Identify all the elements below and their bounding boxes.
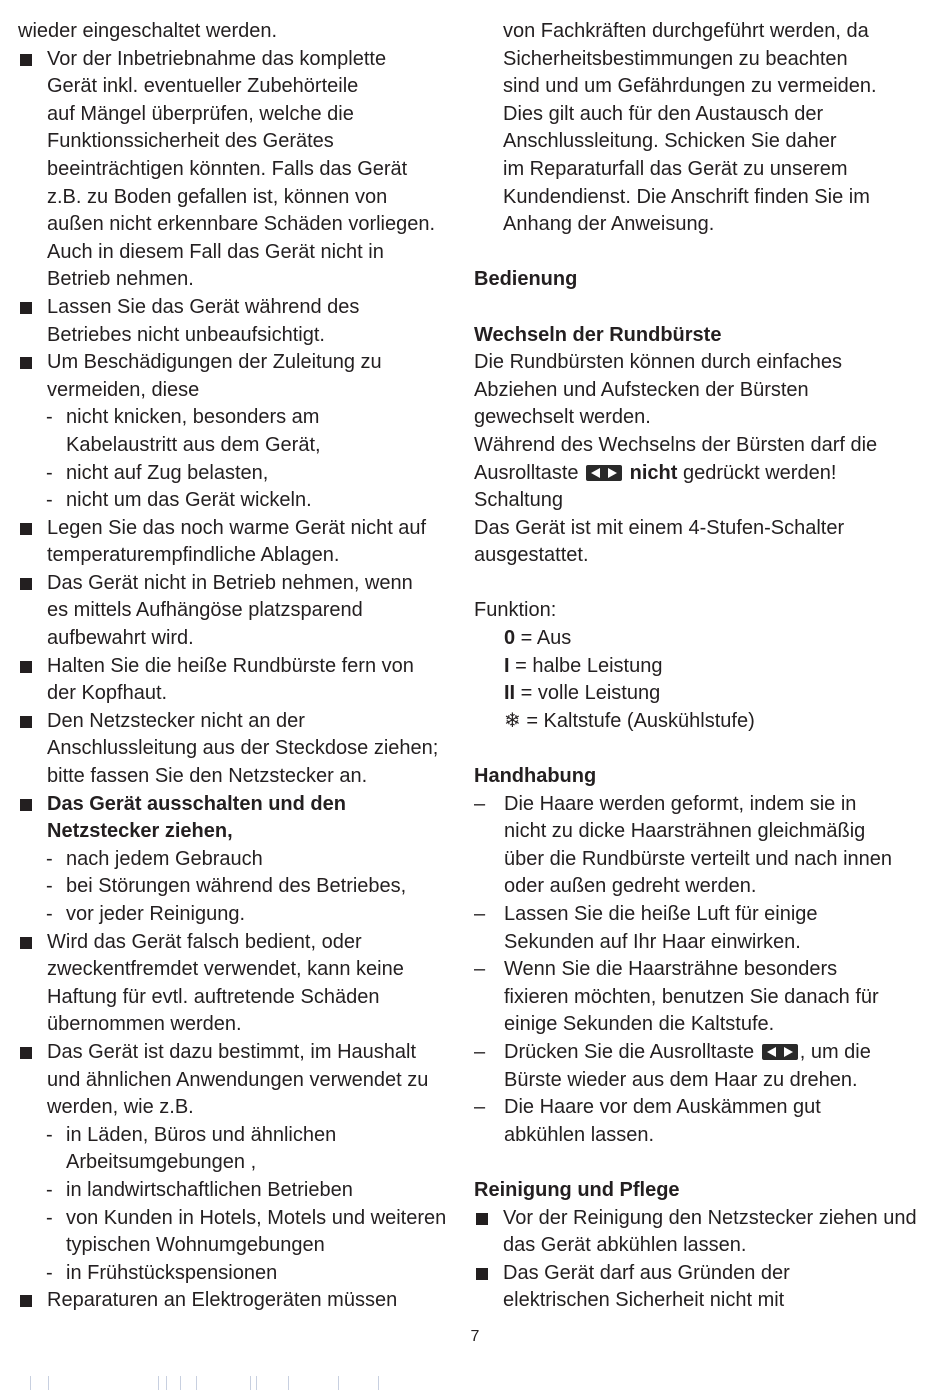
text-line: Die Haare werden geformt, indem sie in (504, 792, 857, 815)
text-line: bei Störungen während des Betriebes, (66, 875, 407, 898)
text-line: nicht auf Zug belasten, (66, 461, 269, 484)
text-line: Das Gerät ist mit einem 4-Stufen-Schalter (474, 516, 845, 539)
square-bullet-icon (18, 791, 47, 846)
text-line: Netzstecker ziehen, (47, 820, 233, 843)
square-bullet-icon (18, 294, 47, 349)
setting-value: = volle Leistung (515, 682, 661, 705)
square-bullet-icon (474, 1260, 503, 1315)
dash-item (18, 873, 438, 901)
text-line: Bürste wieder aus dem Haar zu drehen. (504, 1068, 858, 1091)
text-line: Anschlussleitung aus der Steckdose ziehen; (47, 737, 439, 760)
text-line: Das Gerät ausschalten und den (47, 792, 346, 815)
text-line: Während des Wechselns der Bürsten darf die (474, 433, 878, 456)
heading-handhabung: Handhabung (474, 765, 597, 788)
text-line: Anschlussleitung. Schicken Sie daher (503, 130, 837, 153)
text-line: Gerät inkl. eventueller Zubehörteile (47, 75, 359, 98)
dash-marker: - (46, 489, 53, 512)
dash-item (474, 956, 914, 1039)
text-line: Reparaturen an Elektrogeräten müssen (47, 1289, 398, 1312)
text-line: z.B. zu Boden gefallen ist, können von (47, 185, 388, 208)
square-bullet-icon (474, 1205, 503, 1260)
dash-marker: - (46, 406, 53, 429)
text-line: Halten Sie die heiße Rundbürste fern von (47, 654, 414, 677)
text-line: einige Sekunden die Kaltstufe. (504, 1013, 775, 1036)
text-line: Sicherheitsbestimmungen zu beachten (503, 47, 848, 70)
continued-text: wieder eingeschaltet werden. (18, 20, 278, 42)
bullet-item (18, 1287, 438, 1315)
text-line: im Reparaturfall das Gerät zu unserem (503, 157, 848, 180)
text-line: auf Mängel überprüfen, welche die (47, 102, 354, 125)
square-bullet-icon (18, 929, 47, 1039)
setting-value: = Aus (515, 627, 572, 650)
bullet-item (18, 791, 438, 846)
text-line: elektrischen Sicherheit nicht mit (503, 1289, 785, 1312)
dash-marker: - (46, 1123, 53, 1146)
dash-marker: - (46, 903, 53, 925)
dash-item (474, 901, 914, 956)
text-line: Sekunden auf Ihr Haar einwirken. (504, 930, 801, 953)
text-line: Lassen Sie die heiße Luft für einige (504, 903, 818, 925)
text-line (504, 1039, 871, 1067)
ausrolltaste-line (474, 460, 914, 488)
square-bullet-icon (18, 1287, 47, 1315)
dash-marker: - (46, 1261, 53, 1284)
unroll-button-icon (586, 465, 622, 481)
text-line: fixieren möchten, benutzen Sie danach für (504, 985, 879, 1008)
text-line: Um Beschädigungen der Zuleitung zu (47, 351, 382, 374)
text-line: vor jeder Reinigung. (66, 903, 245, 925)
text-line: sind und um Gefährdungen zu vermeiden. (503, 75, 877, 98)
text-line: Kundendienst. Die Anschrift finden Sie im (503, 185, 870, 208)
dash-marker: – (474, 792, 486, 815)
bold-text: nicht (629, 461, 678, 484)
dash-item (18, 1205, 447, 1260)
text-line: nicht zu dicke Haarsträhnen gleichmäßig (504, 820, 866, 843)
text-line: nicht knicken, besonders am (66, 406, 320, 429)
bullet-item (18, 929, 438, 1039)
text-line: es mittels Aufhängöse platzsparend (47, 599, 363, 622)
function-setting-2 (474, 680, 914, 708)
bullet-item (18, 653, 438, 708)
text-line: aufbewahrt wird. (47, 627, 194, 650)
text-line: Das Gerät darf aus Gründen der (503, 1261, 790, 1284)
text-line: gewechselt werden. (474, 406, 651, 429)
text-line: Betrieb nehmen. (47, 268, 194, 291)
square-bullet-icon (18, 46, 47, 294)
setting-value: = halbe Leistung (509, 654, 663, 677)
dash-marker: - (46, 1178, 53, 1201)
text-line: von Kunden in Hotels, Motels und weiteren (66, 1206, 447, 1229)
left-column (18, 18, 447, 1315)
text-line: Auch in diesem Fall das Gerät nicht in (47, 240, 384, 263)
dash-marker: – (474, 1040, 486, 1063)
setting-key: I (504, 654, 510, 677)
heading-reinigung: Reinigung und Pflege (474, 1178, 680, 1201)
dash-item (18, 404, 438, 459)
bullet-item (18, 1039, 438, 1122)
funktion-label: Funktion: (474, 599, 557, 622)
text-line: über die Rundbürste verteilt und nach innen (504, 847, 893, 870)
function-setting-0 (474, 625, 914, 653)
text-line: Vor der Reinigung den Netzstecker ziehen und (503, 1206, 917, 1229)
text-line: außen nicht erkennbare Schäden vorliegen. (47, 213, 436, 236)
text-span: Drücken Sie die Ausrolltaste (504, 1040, 755, 1063)
function-setting-cold: ❄ = Kaltstufe (Auskühlstufe) (504, 709, 755, 732)
bullet-item (18, 708, 438, 791)
dash-item (474, 791, 914, 901)
setting-key: II (504, 682, 516, 705)
text-line: vermeiden, diese (47, 378, 200, 401)
text-line: zweckentfremdet verwendet, kann keine (47, 958, 404, 981)
text-line: Das Gerät ist dazu bestimmt, im Haushalt (47, 1040, 417, 1063)
square-bullet-icon (18, 515, 47, 570)
text-line: Funktionssicherheit des Gerätes (47, 130, 334, 153)
dash-item (474, 1039, 914, 1094)
text-line: Dies gilt auch für den Austausch der (503, 102, 824, 125)
text-line: in Frühstückspensionen (66, 1261, 278, 1284)
dash-item (474, 1094, 914, 1149)
text-line: der Kopfhaut. (47, 682, 168, 705)
bullet-item (474, 1260, 914, 1315)
bullet-item (18, 349, 438, 404)
bullet-item (474, 1205, 917, 1260)
text-line: in landwirtschaftlichen Betrieben (66, 1178, 353, 1201)
square-bullet-icon (18, 570, 47, 653)
text-line: Vor der Inbetriebnahme das komplette (47, 47, 387, 70)
function-setting-1 (474, 653, 914, 681)
square-bullet-icon (18, 349, 47, 404)
dash-item (18, 487, 438, 515)
text-line: temperaturempfindliche Ablagen. (47, 544, 340, 567)
text-line: Schaltung (474, 489, 563, 512)
text-line: Lassen Sie das Gerät während des (47, 295, 360, 318)
square-bullet-icon (18, 708, 47, 791)
text-line: Wenn Sie die Haarsträhne besonders (504, 958, 838, 981)
square-bullet-icon (18, 653, 47, 708)
setting-key: 0 (504, 627, 516, 650)
text-line: ausgestattet. (474, 544, 589, 567)
text-line: nicht um das Gerät wickeln. (66, 489, 312, 512)
text-line: in Läden, Büros und ähnlichen (66, 1123, 337, 1146)
text-line: übernommen werden. (47, 1013, 242, 1036)
text-line: werden, wie z.B. (47, 1096, 194, 1119)
text-line: das Gerät abkühlen lassen. (503, 1234, 747, 1257)
text-line: beeinträchtigen könnten. Falls das Gerät (47, 157, 408, 180)
right-column (474, 18, 917, 1315)
dash-marker: - (46, 875, 53, 898)
dash-item (18, 1177, 438, 1205)
dash-marker: – (474, 1096, 486, 1119)
continued-paragraph (474, 18, 914, 239)
dash-item (18, 901, 438, 929)
text-line: Kabelaustritt aus dem Gerät, (66, 433, 321, 456)
dash-marker: – (474, 958, 486, 981)
bullet-item (18, 515, 438, 570)
dash-marker: - (46, 847, 53, 870)
text-line: Wird das Gerät falsch bedient, oder (47, 930, 362, 953)
dash-item (18, 846, 438, 874)
text-line: typischen Wohnumgebungen (66, 1234, 325, 1257)
text-line: und ähnlichen Anwendungen verwendet zu (47, 1068, 429, 1091)
bullet-item (18, 46, 438, 294)
text-line: Haftung für evtl. auftretende Schäden (47, 985, 380, 1008)
text-line: Betriebes nicht unbeaufsichtigt. (47, 323, 325, 346)
dash-marker: – (474, 903, 486, 925)
text-line: Arbeitsumgebungen , (66, 1151, 257, 1174)
text-line: nach jedem Gebrauch (66, 847, 263, 870)
text-line: von Fachkräften durchgeführt werden, da (503, 20, 869, 42)
dash-item (18, 460, 438, 488)
text-line: Die Haare vor dem Auskämmen gut (504, 1096, 821, 1119)
dash-marker: - (46, 461, 53, 484)
bullet-item (18, 570, 438, 653)
footer-crop-marks (0, 1376, 950, 1390)
text-line: Die Rundbürsten können durch einfaches (474, 351, 843, 374)
dash-item (18, 1122, 438, 1177)
text-line: bitte fassen Sie den Netzstecker an. (47, 765, 368, 788)
dash-marker: - (46, 1206, 53, 1229)
text-span: , um die (799, 1040, 871, 1063)
text-span: Ausrolltaste (474, 461, 579, 484)
text-line: Abziehen und Aufstecken der Bürsten (474, 378, 809, 401)
text-line: Legen Sie das noch warme Gerät nicht auf (47, 516, 427, 539)
text-line: Das Gerät nicht in Betrieb nehmen, wenn (47, 571, 413, 594)
page-number: 7 (470, 1328, 480, 1345)
text-span: gedrückt werden! (682, 461, 837, 484)
text-line: Den Netzstecker nicht an der (47, 709, 305, 732)
text-line: Anhang der Anweisung. (503, 213, 715, 236)
heading-wechseln: Wechseln der Rundbürste (474, 323, 722, 346)
heading-bedienung: Bedienung (474, 268, 578, 291)
dash-item (18, 1260, 438, 1288)
bullet-item (18, 294, 438, 349)
text-line: abkühlen lassen. (504, 1123, 655, 1146)
text-line: oder außen gedreht werden. (504, 875, 757, 898)
square-bullet-icon (18, 1039, 47, 1122)
unroll-button-icon (762, 1044, 798, 1060)
